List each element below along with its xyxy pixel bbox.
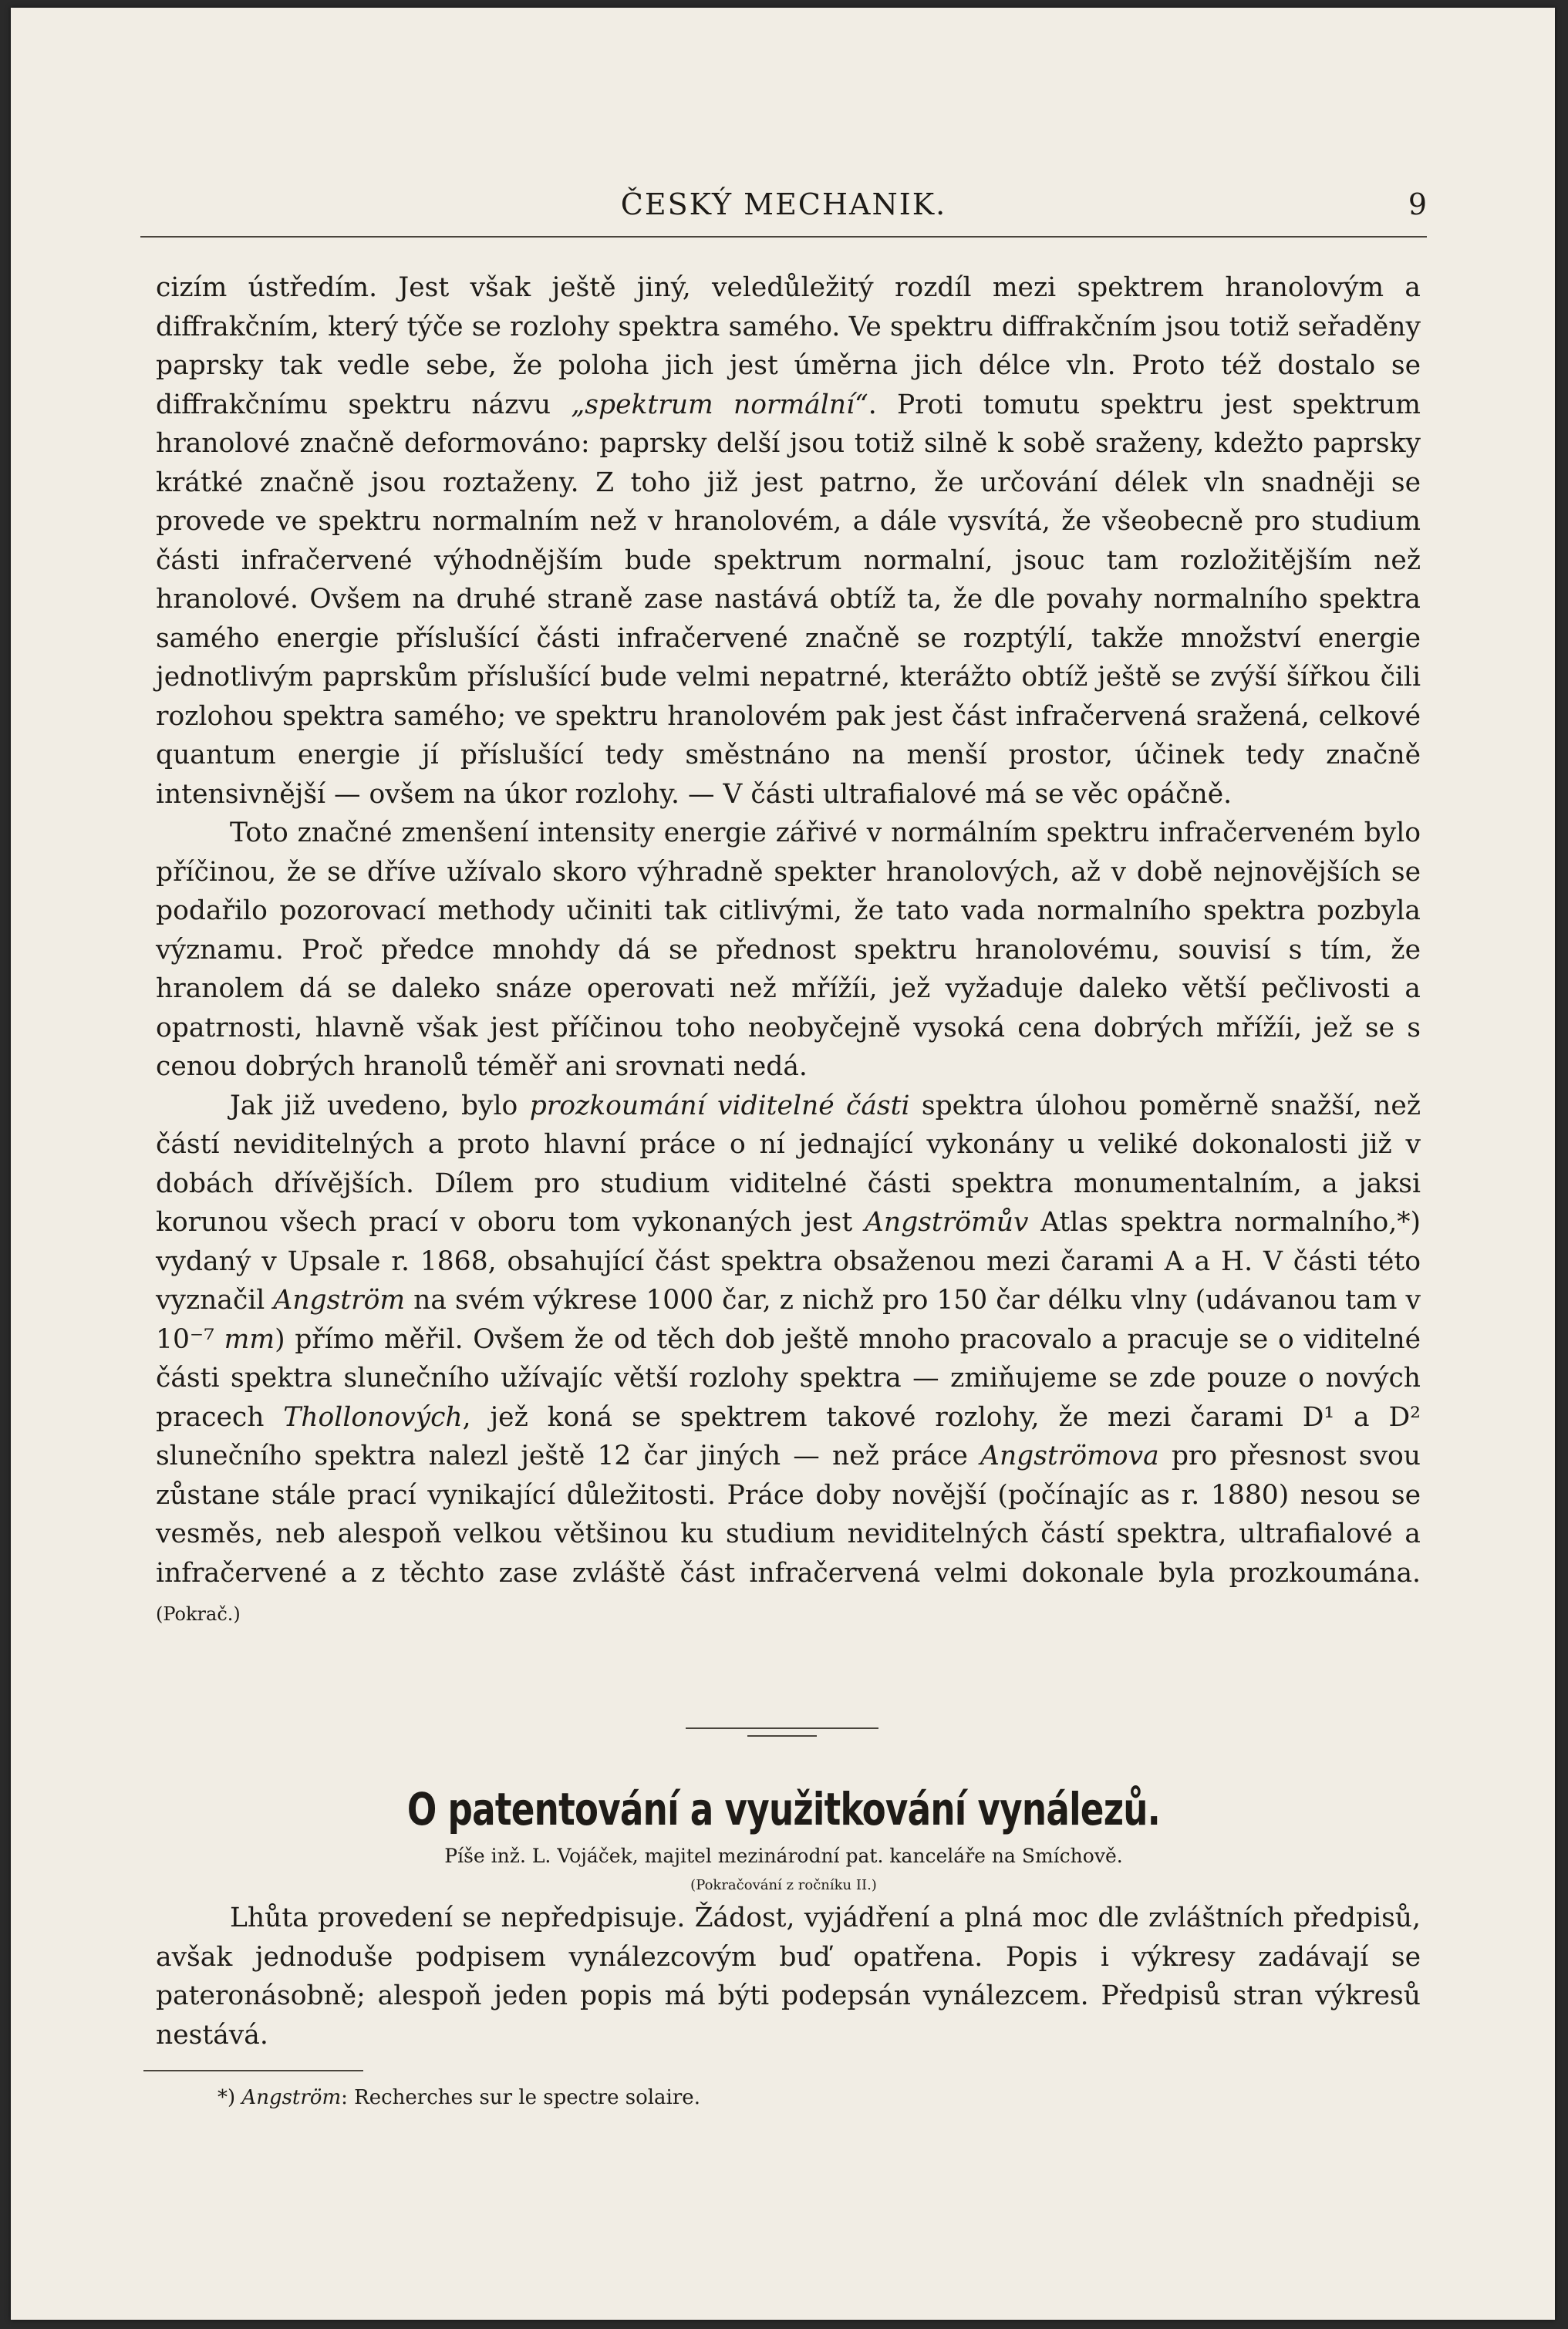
paragraph-text: Atlas spektra normalního,*) vydaný v Upsale r. 1868, obsahující část spektra obsaženou mezi čarami A a H. V části této vyznačil <box>156 1207 1421 1316</box>
footnote-mark: *) <box>217 2086 236 2109</box>
section-separator-short <box>747 1735 817 1737</box>
emphasis-text: Angströmův <box>864 1207 1029 1238</box>
article-title: O patentování a využitkování vynálezů. <box>406 1783 1161 1835</box>
footnote-rule <box>143 2070 363 2071</box>
paragraph-text: cizím ústředím. Jest však ještě jiný, veledůležitý rozdíl mezi spektrem hranolovým a diffrakčním, který týče se rozlohy spektra samého. Ve spektru diffrakčním jsou totiž seřaděny paprsky tak vedle sebe, že poloha jich jest úměrna jich délce vln. Proto též dostalo se diffrakčnímu spektru názvu <box>156 272 1421 420</box>
article-paragraph-1: Lhůta provedení se nepředpisuje. Žádost, vyjádření a plná moc dle zvláštních předpisů, avšak jednoduše podpisem vynálezcovým buď opatřena. Popis i výkresy zadávají se pateronásobně; alespoň jeden popis má býti podepsán vynálezcem. Předpisů stran výkresů nestává. <box>156 1903 1421 2051</box>
running-title: ČESKÝ MECHANIK. <box>620 187 947 221</box>
article-body <box>156 1899 1421 2054</box>
footnote-author: Angström <box>241 2086 342 2109</box>
article-byline: Píše inž. L. Vojáček, majitel mezinárodní pat. kanceláře na Smíchově. <box>444 1845 1123 1867</box>
paragraph-text: pro přesnost svou zůstane stále prací vynikající důležitosti. Práce doby novější (počínajíc as r. 1880) nesou se vesměs, neb alespoň velkou většinou ku studium neviditelných částí spektra, ultrafialové a infračervené a z těchto zase zvláště část infračervená velmi dokonale byla prozkoumána. <box>156 1441 1421 1589</box>
section-separator <box>686 1727 878 1729</box>
paragraph-3 <box>156 1087 1421 1634</box>
page-header <box>140 187 1427 234</box>
emphasis-spektrum-normalni: „spektrum normální“ <box>571 389 868 420</box>
footnote-text: : Recherches sur le spectre solaire. <box>341 2086 700 2109</box>
page-sheet <box>11 8 1555 2320</box>
emphasis-text: Angström <box>273 1285 406 1316</box>
footnote <box>217 2084 1374 2112</box>
emphasis-text: Thollonových <box>283 1401 463 1433</box>
paragraph-text: . Proti tomutu spektru jest spektrum hranolové značně deformováno: paprsky delší jsou totiž silně k sobě sraženy, kdežto paprsky krátké značně jsou roztaženy. Z toho již jest patrno, že určování délek vln snadněji se provede ve spektru normalním než v hranolovém, a dále vysvítá, že všeobecně pro studium části infračervené výhodnějším bude spektrum normalní, jsouc tam rozložitějším než hranolové. Ovšem na druhé straně zase nastává obtíž ta, že dle povahy normalního spektra samého energie příslušící části infračervené značně se rozptýlí, takže množství energie jednotlivým paprskům příslušící bude velmi nepatrné, kterážto obtíž ještě se zvýší šířkou čili rozlohou spektra samého; ve spektru hranolovém pak jest část infračervená sražená, celkové quantum energie jí příslušící tedy směstnáno na menší prostor, účinek tedy značně intensivnější — ovšem na úkor rozlohy. — V části ultrafialové má se věc opáčně. <box>156 389 1421 810</box>
header-rule <box>140 236 1427 238</box>
emphasis-text: mm <box>224 1323 275 1355</box>
continuation-note: (Pokrač.) <box>156 1603 241 1625</box>
paragraph-text: ) přímo měřil. Ovšem že od těch dob ještě mnoho pracovalo a pracuje se o viditelné části spektra slunečního užívajíc větší rozlohy spektra — zmiňujeme se zde pouze o nových pracech <box>156 1323 1421 1433</box>
emphasis-text: prozkoumání viditelné části <box>529 1090 910 1121</box>
page-number: 9 <box>1408 187 1427 221</box>
article-continued-body <box>156 268 1421 1634</box>
paragraph-text: spektra úlohou poměrně snažší, než částí neviditelných a proto hlavní práce o ní jednající vykonány u veliké dokonalosti již v dobách dřívějších. Dílem pro studium viditelné části spektra monumentalním, a jaksi korunou všech prací v oboru tom vykonaných jest <box>156 1090 1421 1238</box>
paragraph-2: Toto značné zmenšení intensity energie zářivé v normálním spektru infračerveném bylo příčinou, že se dříve užívalo skoro výhradně spekter hranolových, až v době nejnovějších se podařilo pozorovací methody učiniti tak citlivými, že tato vada normalního spektra pozbyla významu. Proč předce mnohdy dá se přednost spektru hranolovému, souvisí s tím, že hranolem dá se daleko snáze operovati než mřížíi, jež vyžaduje daleko větší pečlivosti a opatrnosti, hlavně však jest příčinou toho neobyčejně vysoká cena dobrých mřížíi, jež se s cenou dobrých hranolů téměř ani srovnati nedá. <box>156 817 1421 1082</box>
paragraph-text: Jak již uvedeno, bylo <box>230 1090 530 1121</box>
paragraph-text: na svém výkrese 1000 čar, z nichž pro 150 čar délku vlny (udávanou tam v 10⁻⁷ <box>156 1285 1421 1355</box>
paragraph-1 <box>156 268 1421 814</box>
paragraph-text: , jež koná se spektrem takové rozlohy, že mezi čarami D¹ a D² slunečního spektra nalezl ještě 12 čar jiných — než práce <box>156 1401 1421 1471</box>
emphasis-text: Angströmova <box>980 1441 1159 1471</box>
continuation-label: (Pokračování z ročníku II.) <box>690 1877 877 1893</box>
